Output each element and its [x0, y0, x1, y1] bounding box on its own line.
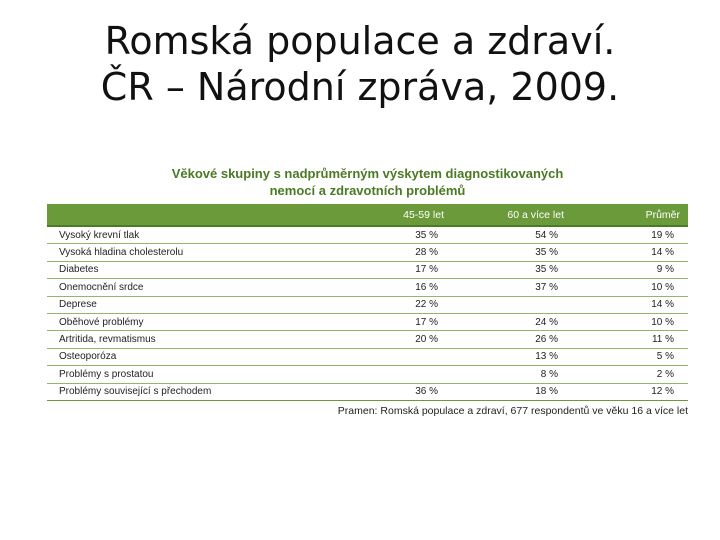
table-row — [47, 261, 688, 278]
source-note: Pramen: Romská populace a zdraví, 677 respondentů ve věku 16 a více let — [337, 404, 688, 417]
table-row — [47, 296, 688, 313]
table-row — [47, 383, 688, 400]
data-table — [47, 204, 688, 401]
cell-average: 10 % — [572, 313, 688, 330]
column-header-average: Průměr — [572, 204, 688, 226]
cell-average: 5 % — [572, 348, 688, 365]
cell-45-59: 36 % — [297, 383, 452, 400]
table-body — [47, 226, 688, 400]
table-row — [47, 226, 688, 244]
table-row — [47, 279, 688, 296]
row-label: Vysoká hladina cholesterolu — [47, 244, 297, 261]
cell-45-59: 22 % — [297, 296, 452, 313]
row-label: Deprese — [47, 296, 297, 313]
cell-average: 19 % — [572, 226, 688, 244]
cell-60-plus: 35 % — [452, 261, 572, 278]
table-row — [47, 331, 688, 348]
row-label: Osteoporóza — [47, 348, 297, 365]
cell-60-plus: 54 % — [452, 226, 572, 244]
figure-title-line-1: Věkové skupiny s nadprůměrným výskytem diagnostikovaných — [171, 166, 564, 181]
row-label: Oběhové problémy — [47, 313, 297, 330]
row-label: Problémy související s přechodem — [47, 383, 297, 400]
column-header-45-59: 45-59 let — [297, 204, 452, 226]
cell-60-plus — [452, 296, 572, 313]
cell-60-plus: 13 % — [452, 348, 572, 365]
cell-60-plus: 18 % — [452, 383, 572, 400]
table-header-row — [47, 204, 688, 226]
row-label: Diabetes — [47, 261, 297, 278]
cell-average: 11 % — [572, 331, 688, 348]
table-row — [47, 244, 688, 261]
cell-60-plus: 8 % — [452, 366, 572, 383]
figure-title — [47, 165, 688, 199]
cell-45-59 — [297, 348, 452, 365]
cell-60-plus: 37 % — [452, 279, 572, 296]
cell-45-59: 20 % — [297, 331, 452, 348]
cell-45-59 — [297, 366, 452, 383]
cell-45-59: 28 % — [297, 244, 452, 261]
cell-60-plus: 26 % — [452, 331, 572, 348]
cell-45-59: 17 % — [297, 261, 452, 278]
cell-60-plus: 35 % — [452, 244, 572, 261]
cell-45-59: 35 % — [297, 226, 452, 244]
cell-average: 10 % — [572, 279, 688, 296]
table-row — [47, 366, 688, 383]
row-label: Problémy s prostatou — [47, 366, 297, 383]
column-header-60-plus: 60 a více let — [452, 204, 572, 226]
table-row — [47, 348, 688, 365]
figure-title-line-2: nemocí a zdravotních problémů — [269, 183, 466, 198]
cell-45-59: 16 % — [297, 279, 452, 296]
cell-average: 9 % — [572, 261, 688, 278]
slide-title-line-1: Romská populace a zdraví. — [104, 19, 616, 63]
row-label: Vysoký krevní tlak — [47, 226, 297, 244]
row-label: Artritida, revmatismus — [47, 331, 297, 348]
cell-60-plus: 24 % — [452, 313, 572, 330]
cell-average: 2 % — [572, 366, 688, 383]
cell-average: 14 % — [572, 244, 688, 261]
row-label: Onemocnění srdce — [47, 279, 297, 296]
table-figure — [47, 165, 688, 417]
slide-title-line-2: ČR – Národní zpráva, 2009. — [100, 65, 620, 109]
column-header-label — [47, 204, 297, 226]
slide-title — [0, 18, 720, 110]
cell-average: 12 % — [572, 383, 688, 400]
table-row — [47, 313, 688, 330]
cell-45-59: 17 % — [297, 313, 452, 330]
cell-average: 14 % — [572, 296, 688, 313]
